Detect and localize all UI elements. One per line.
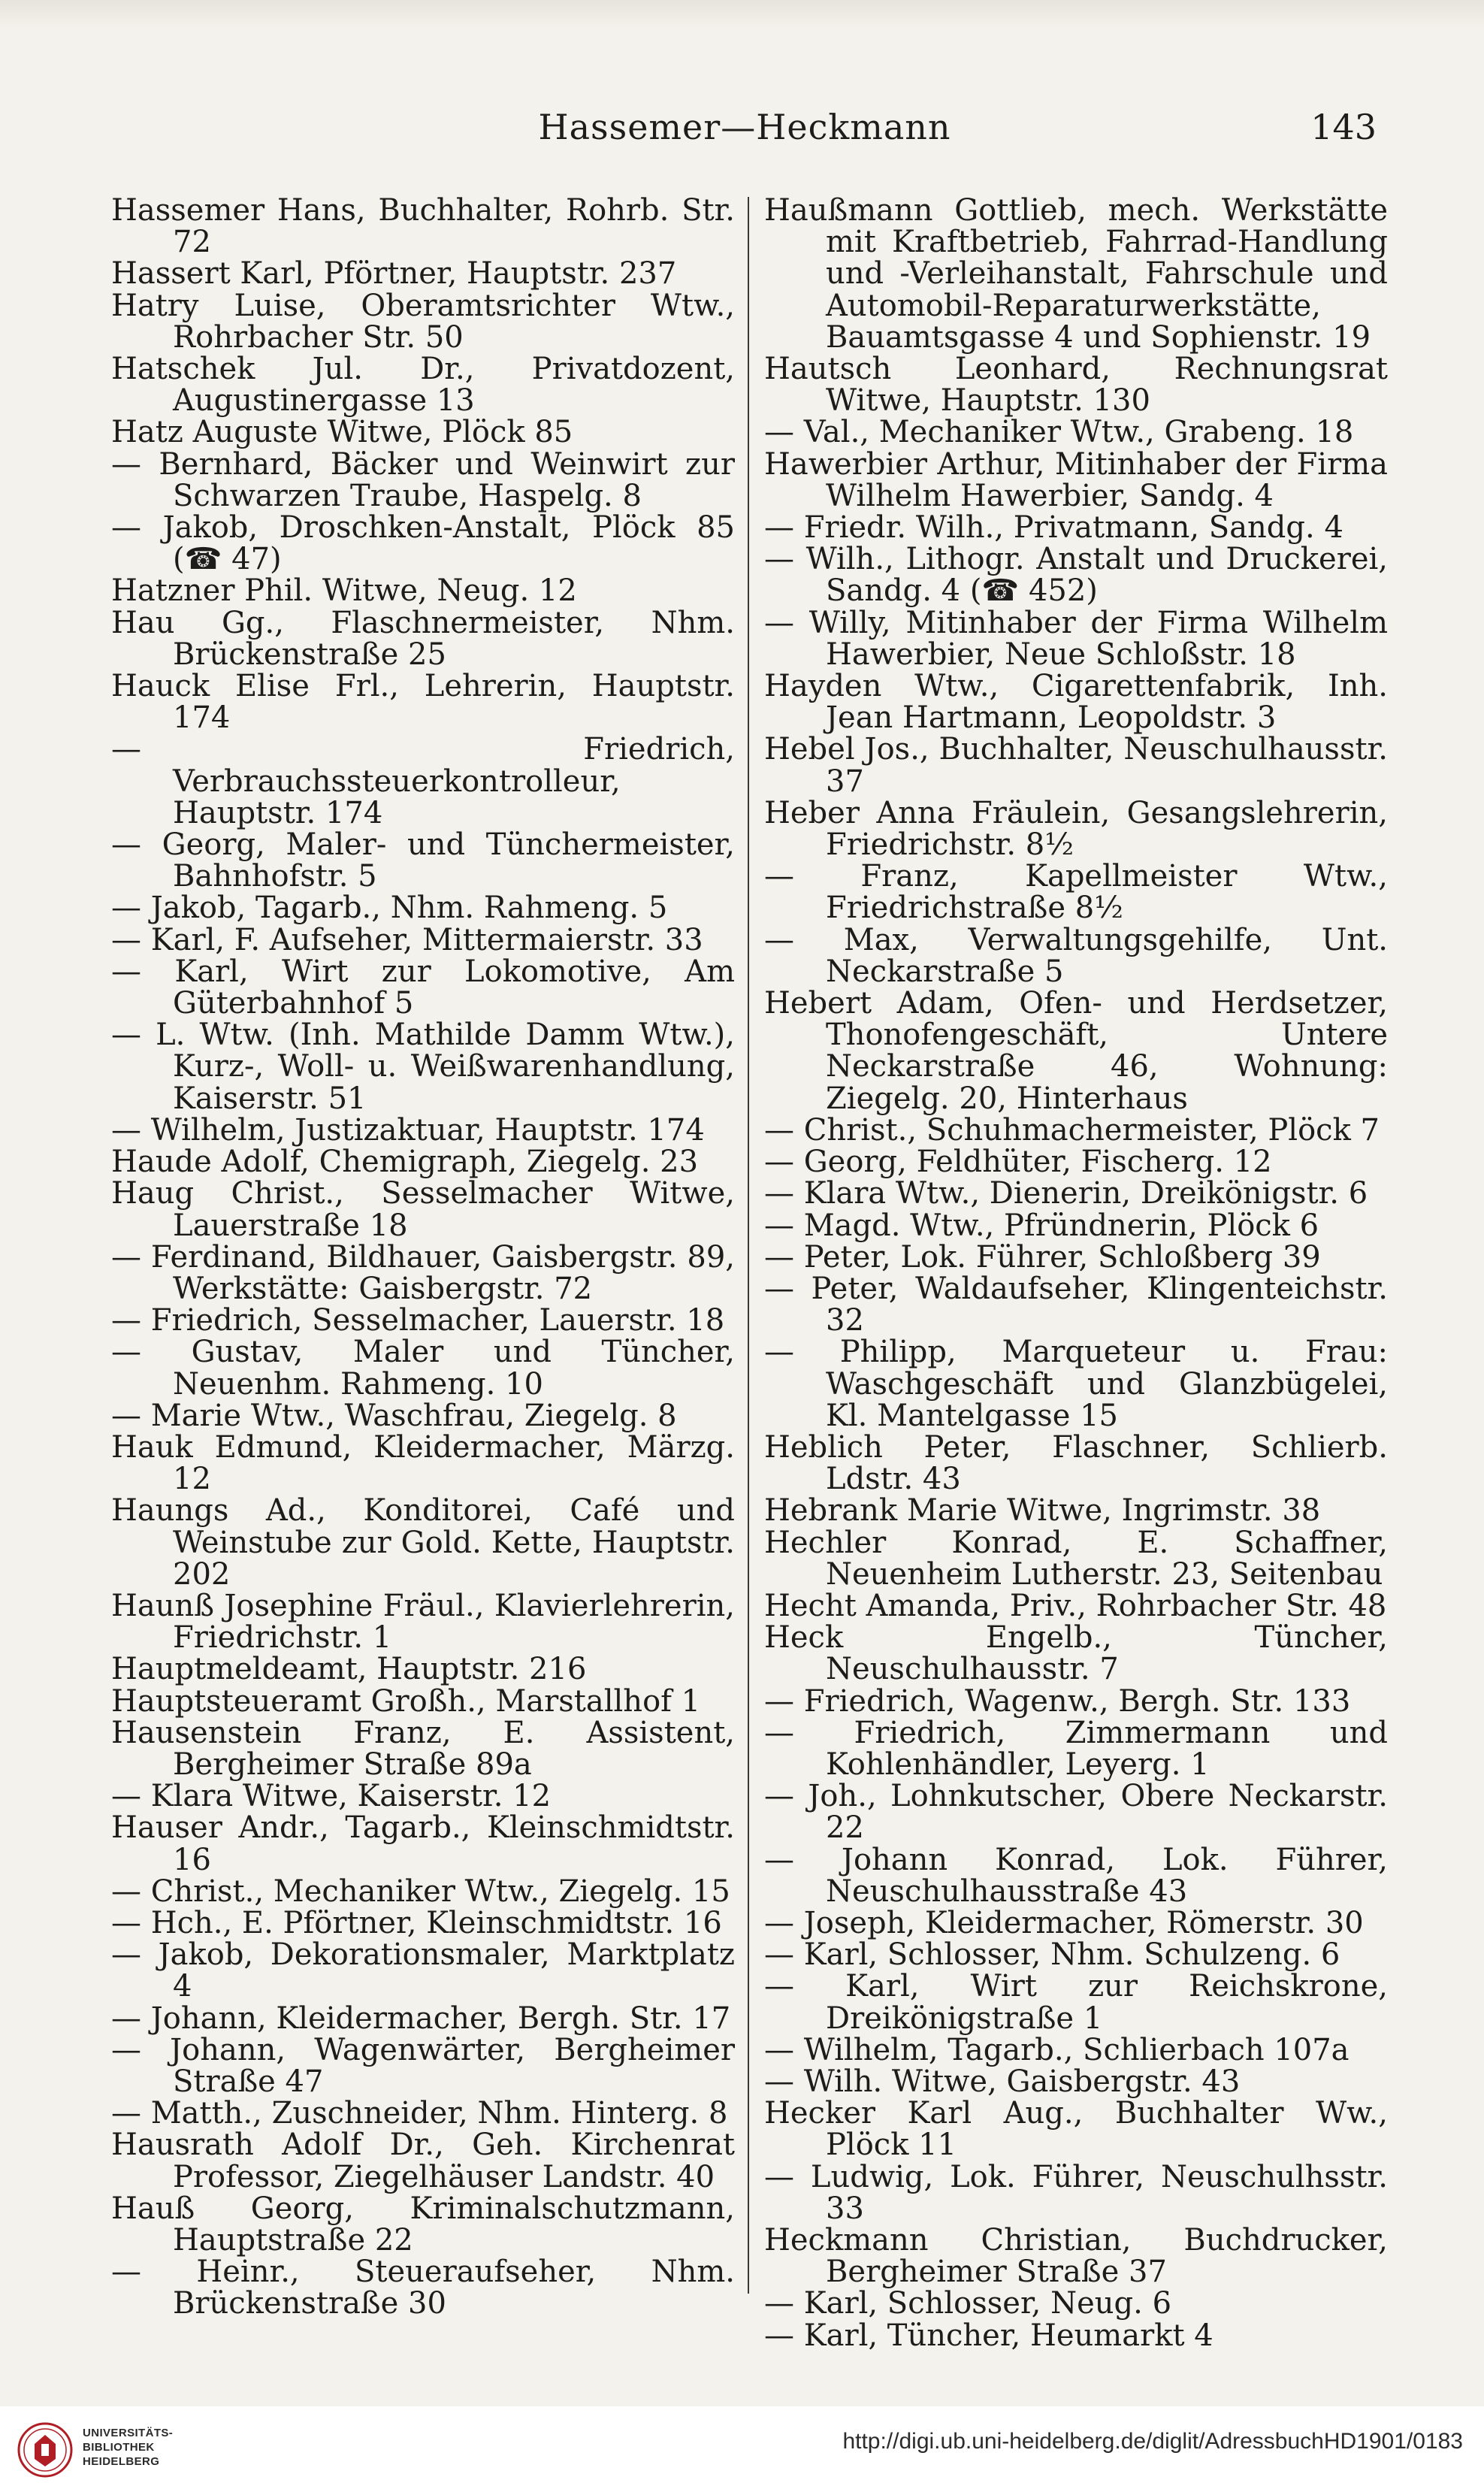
directory-entry: — Jakob, Droschken-Anstalt, Plöck 85 (☎ 47) — [111, 510, 735, 577]
directory-entry: — Karl, Wirt zur Reichskrone, Dreikönigstraße 1 — [764, 1969, 1388, 2036]
directory-entry: — Joseph, Kleidermacher, Römerstr. 30 — [764, 1905, 1364, 1940]
university-seal-icon — [17, 2421, 74, 2478]
directory-entry: — Johann Konrad, Lok. Führer, Neuschulhausstraße 43 — [764, 1842, 1388, 1909]
footer — [0, 2406, 1484, 2489]
directory-entry: — Klara Wtw., Dienerin, Dreikönigstr. 6 — [764, 1176, 1368, 1211]
directory-entry: — Bernhard, Bäcker und Weinwirt zur Schwarzen Traube, Haspelg. 8 — [111, 446, 735, 513]
directory-entry: — Karl, Wirt zur Lokomotive, Am Güterbahnhof 5 — [111, 954, 735, 1021]
logo-line: UNIVERSITÄTS- — [83, 2427, 174, 2439]
directory-entry: — Karl, F. Aufseher, Mittermaierstr. 33 — [111, 922, 703, 957]
directory-entry: — Karl, Schlosser, Nhm. Schulzeng. 6 — [764, 1937, 1340, 1973]
directory-entry: — Franz, Kapellmeister Wtw., Friedrichstraße 8½ — [764, 859, 1388, 926]
directory-entry: Hawerbier Arthur, Mitinhaber der Firma Wilhelm Hawerbier, Sandg. 4 — [764, 446, 1388, 513]
directory-entry: — Gustav, Maler und Tüncher, Neuenhm. Rahmeng. 10 — [111, 1335, 735, 1402]
page-title: Hassemer—Heckmann — [538, 107, 951, 147]
directory-entry: — Friedrich, Verbrauchssteuerkontrolleur, Hauptstr. 174 — [111, 732, 735, 830]
page-top-edge — [0, 0, 1484, 30]
directory-entry: — Johann, Kleidermacher, Bergh. Str. 17 — [111, 2001, 731, 2036]
directory-entry: — Heinr., Steueraufseher, Nhm. Brückenstraße 30 — [111, 2255, 735, 2321]
library-name — [83, 2426, 173, 2469]
directory-entry: — Magd. Wtw., Pfründnerin, Plöck 6 — [764, 1208, 1319, 1243]
directory-entry: — Val., Mechaniker Wtw., Grabeng. 18 — [764, 415, 1354, 450]
directory-entry: Haug Christ., Sesselmacher Witwe, Lauerstraße 18 — [111, 1176, 735, 1243]
directory-entry: — Jakob, Tagarb., Nhm. Rahmeng. 5 — [111, 891, 668, 926]
directory-entry: — Karl, Schlosser, Neug. 6 — [764, 2286, 1172, 2321]
library-logo[interactable] — [17, 2417, 204, 2480]
directory-entry: — Philipp, Marqueteur u. Frau: Waschgeschäft und Glanzbügelei, Kl. Mantelgasse 15 — [764, 1335, 1388, 1433]
directory-entry: — L. Wtw. (Inh. Mathilde Damm Wtw.), Kurz-, Woll- u. Weißwarenhandlung, Kaiserstr. 51 — [111, 1018, 735, 1116]
directory-entry: Hauß Georg, Kriminalschutzmann, Hauptstraße 22 — [111, 2191, 735, 2258]
directory-entry: Hebrank Marie Witwe, Ingrimstr. 38 — [764, 1493, 1321, 1529]
page-number: 143 — [1310, 107, 1377, 147]
directory-entry: — Willy, Mitinhaber der Firma Wilhelm Hawerbier, Neue Schloßstr. 18 — [764, 605, 1388, 672]
directory-entry: Hauk Edmund, Kleidermacher, Märzg. 12 — [111, 1429, 735, 1497]
directory-entry: Hatschek Jul. Dr., Privatdozent, Augustinergasse 13 — [111, 352, 735, 419]
directory-entry: — Wilh. Witwe, Gaisbergstr. 43 — [764, 2064, 1241, 2099]
directory-entry: — Christ., Schuhmachermeister, Plöck 7 — [764, 1112, 1380, 1148]
directory-entry: Haußmann Gottlieb, mech. Werkstätte mit Kraftbetrieb, Fahrrad-Handlung und -Verleihanstalt, Fahrschule und Automobil-Reparaturwerkstätte, Bauamtsgasse 4 und Sophienstr. 19 — [764, 193, 1388, 355]
directory-entry: — Max, Verwaltungsgehilfe, Unt. Neckarstraße 5 — [764, 922, 1388, 989]
directory-entry: Heck Engelb., Tüncher, Neuschulhausstr. 7 — [764, 1620, 1388, 1687]
directory-entry: Hau Gg., Flaschnermeister, Nhm. Brückenstraße 25 — [111, 605, 735, 672]
directory-entry: Hebel Jos., Buchhalter, Neuschulhausstr. 37 — [764, 732, 1388, 799]
source-url-link[interactable]: http://digi.ub.uni-heidelberg.de/diglit/AdressbuchHD1901/0183 — [842, 2429, 1463, 2454]
directory-entry: — Wilh., Lithogr. Anstalt und Druckerei, Sandg. 4 (☎ 452) — [764, 542, 1388, 609]
directory-entry: Heckmann Christian, Buchdrucker, Bergheimer Straße 37 — [764, 2223, 1388, 2290]
directory-entry: Hautsch Leonhard, Rechnungsrat Witwe, Hauptstr. 130 — [764, 352, 1388, 419]
directory-entry: — Joh., Lohnkutscher, Obere Neckarstr. 22 — [764, 1779, 1388, 1846]
directory-entry: — Hch., E. Pförtner, Kleinschmidtstr. 16 — [111, 1905, 722, 1940]
directory-entry: Hatz Auguste Witwe, Plöck 85 — [111, 415, 573, 450]
directory-entry: — Peter, Lok. Führer, Schloßberg 39 — [764, 1239, 1321, 1275]
running-head — [113, 96, 1377, 156]
logo-line: HEIDELBERG — [83, 2455, 160, 2468]
directory-entry: Hauck Elise Frl., Lehrerin, Hauptstr. 174 — [111, 669, 735, 736]
directory-entry: Heber Anna Fräulein, Gesangslehrerin, Friedrichstr. 8½ — [764, 795, 1388, 863]
directory-entry: Hauptsteueramt Großh., Marstallhof 1 — [111, 1683, 701, 1719]
directory-entry: Hausenstein Franz, E. Assistent, Bergheimer Straße 89a — [111, 1715, 735, 1782]
right-column — [764, 195, 1388, 2351]
directory-entry: Hatzner Phil. Witwe, Neug. 12 — [111, 573, 577, 609]
directory-entry: Haude Adolf, Chemigraph, Ziegelg. 23 — [111, 1145, 699, 1180]
directory-entry: — Klara Witwe, Kaiserstr. 12 — [111, 1779, 552, 1814]
directory-entry: Hechler Konrad, E. Schaffner, Neuenheim Lutherstr. 23, Seitenbau — [764, 1525, 1388, 1592]
directory-entry: — Jakob, Dekorationsmaler, Marktplatz 4 — [111, 1937, 735, 2004]
directory-entry: Hassemer Hans, Buchhalter, Rohrb. Str. 72 — [111, 193, 735, 260]
directory-entry: Hausrath Adolf Dr., Geh. Kirchenrat Professor, Ziegelhäuser Landstr. 40 — [111, 2128, 735, 2194]
directory-entry: Haunß Josephine Fräul., Klavierlehrerin, Friedrichstr. 1 — [111, 1588, 735, 1656]
left-column — [111, 195, 735, 2320]
directory-entry: Hebert Adam, Ofen- und Herdsetzer, Thonofengeschäft, Untere Neckarstraße 46, Wohnung: Ziegelg. 20, Hinterhaus — [764, 986, 1388, 1116]
directory-entry: — Christ., Mechaniker Wtw., Ziegelg. 15 — [111, 1874, 730, 1909]
directory-entry: — Johann, Wagenwärter, Bergheimer Straße 47 — [111, 2032, 735, 2099]
directory-entry: Hauser Andr., Tagarb., Kleinschmidtstr. 16 — [111, 1810, 735, 1877]
directory-entry: — Georg, Maler- und Tünchermeister, Bahnhofstr. 5 — [111, 827, 735, 894]
directory-entry: — Karl, Tüncher, Heumarkt 4 — [764, 2318, 1213, 2353]
directory-entry: — Ferdinand, Bildhauer, Gaisbergstr. 89, Werkstätte: Gaisbergstr. 72 — [111, 1239, 735, 1306]
directory-entry: Hecht Amanda, Priv., Rohrbacher Str. 48 — [764, 1588, 1387, 1623]
directory-entry: — Friedrich, Sesselmacher, Lauerstr. 18 — [111, 1303, 725, 1338]
directory-entry: Heblich Peter, Flaschner, Schlierb. Ldstr. 43 — [764, 1429, 1388, 1497]
directory-entry: — Wilhelm, Tagarb., Schlierbach 107a — [764, 2032, 1350, 2067]
directory-entry: Hatry Luise, Oberamtsrichter Wtw., Rohrbacher Str. 50 — [111, 288, 735, 355]
directory-entry: Hassert Karl, Pförtner, Hauptstr. 237 — [111, 256, 677, 292]
directory-entry: — Georg, Feldhüter, Fischerg. 12 — [764, 1145, 1272, 1180]
directory-entry: Hecker Karl Aug., Buchhalter Ww., Plöck 11 — [764, 2096, 1388, 2163]
directory-entry: — Friedr. Wilh., Privatmann, Sandg. 4 — [764, 510, 1343, 546]
directory-entry: — Friedrich, Wagenw., Bergh. Str. 133 — [764, 1683, 1351, 1719]
directory-entry: — Friedrich, Zimmermann und Kohlenhändler, Leyerg. 1 — [764, 1715, 1388, 1782]
directory-entry: Haungs Ad., Konditorei, Café und Weinstube zur Gold. Kette, Hauptstr. 202 — [111, 1493, 735, 1592]
directory-entry: — Ludwig, Lok. Führer, Neuschulhsstr. 33 — [764, 2159, 1388, 2226]
column-divider — [748, 197, 749, 2294]
directory-entry: Hayden Wtw., Cigarettenfabrik, Inh. Jean Hartmann, Leopoldstr. 3 — [764, 669, 1388, 736]
directory-entry: — Wilhelm, Justizaktuar, Hauptstr. 174 — [111, 1112, 705, 1148]
directory-entry: — Peter, Waldaufseher, Klingenteichstr. 32 — [764, 1271, 1388, 1338]
directory-entry: — Matth., Zuschneider, Nhm. Hinterg. 8 — [111, 2096, 728, 2131]
directory-entry: — Marie Wtw., Waschfrau, Ziegelg. 8 — [111, 1398, 677, 1433]
logo-line: BIBLIOTHEK — [83, 2441, 155, 2454]
directory-entry: Hauptmeldeamt, Hauptstr. 216 — [111, 1652, 587, 1687]
